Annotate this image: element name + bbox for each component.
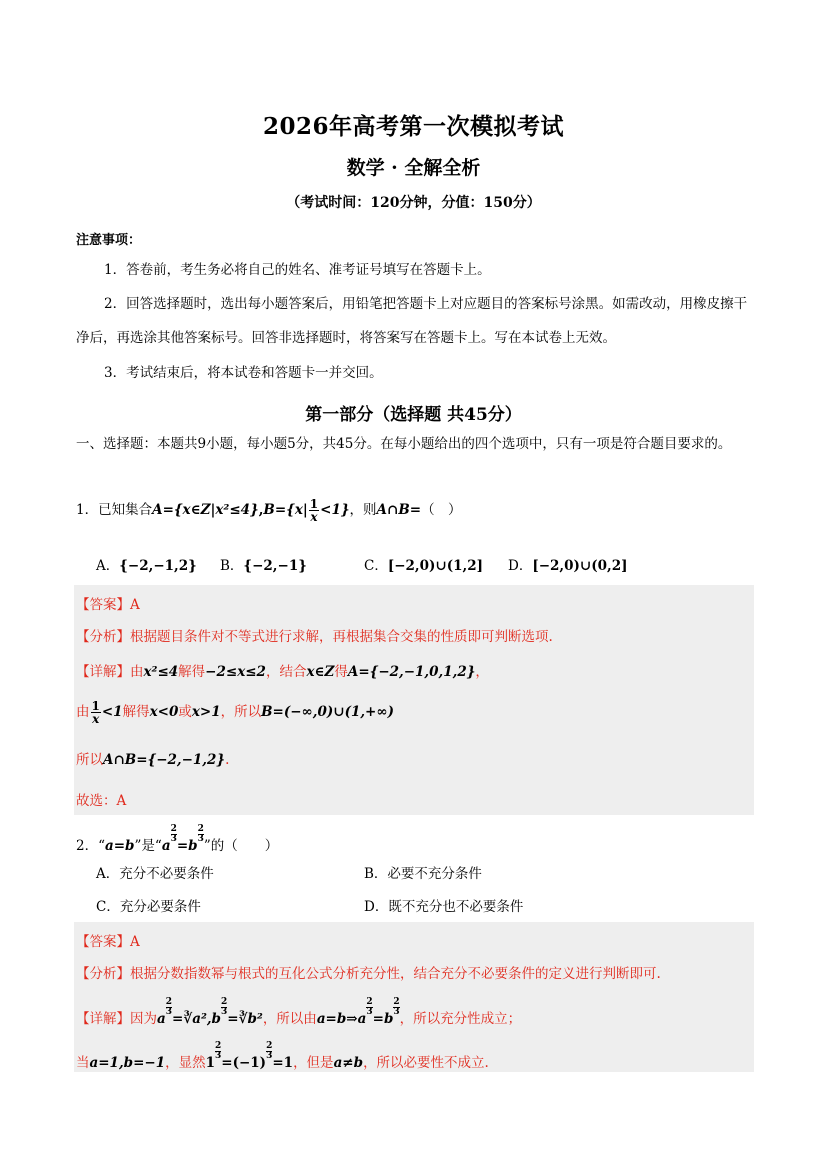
q1-d2-fraction [91, 700, 101, 725]
q1-answer-tag: 【答案】 [76, 597, 130, 613]
q2-d1-exp-2-num: 2 [221, 997, 228, 1007]
q2-stem-prefix: 2．“ [76, 838, 105, 854]
notice-title: 注意事项： [76, 233, 142, 248]
q1-option-d [508, 554, 627, 574]
q1-d2g: ，所以 [220, 704, 262, 720]
q2-d1-exp-1-den: 3 [165, 1007, 173, 1017]
q1-set-b-suffix: <1} [320, 502, 350, 518]
part-title: 第一部分（选择题 共45分） [305, 405, 522, 425]
q2-d1e: a=b⇒a [316, 1011, 367, 1027]
q1-set-b-prefix: B={x| [263, 502, 308, 518]
q2-cond1: a=b [105, 838, 135, 854]
q2-d2e: =(−1) [221, 1055, 267, 1071]
q2-option-c-value: 充分必要条件 [119, 899, 201, 915]
q2-d1-exp-4-num: 2 [393, 997, 400, 1007]
q1-option-a-value: {−2,−1,2} [119, 558, 197, 574]
q1-option-b [220, 554, 307, 574]
q2-option-c [96, 895, 201, 915]
q1-answer [76, 593, 140, 613]
q1-option-d-value: [−2,0)∪(0,2] [532, 558, 628, 574]
q1-detail-tag: 【详解】 [76, 664, 130, 680]
q1-d1a: 由 [130, 664, 144, 680]
q2-answer-value: A [130, 934, 140, 950]
q1-d2-den: x [92, 712, 100, 726]
q2-option-d-value: 既不充分也不必要条件 [388, 899, 524, 915]
q1-d2a: 由 [76, 704, 90, 720]
q2-d2-exp-2-num: 2 [266, 1041, 273, 1051]
q2-d1-exp-2-den: 3 [221, 1007, 228, 1017]
q2-d1-exp-4-den: 3 [393, 1007, 400, 1017]
notice-item-3: 3．考试结束后，将本试卷和答题卡一并交回。 [104, 365, 383, 381]
section-intro-text: 一、选择题：本题共9小题，每小题5分，共45分。在每小题给出的四个选项中，只有一项是符合题目要求的。 [76, 436, 732, 452]
q2-exp-2-den: 3 [197, 834, 204, 844]
q1-d2d: x<0 [149, 704, 179, 720]
q2-analysis-text: 根据分数指数幂与根式的互化公式分析充分性，结合充分不必要条件的定义进行判断即可. [130, 966, 661, 982]
q1-d2f: x>1 [191, 704, 221, 720]
q2-stem-suffix: ”的（ ） [203, 838, 279, 854]
q2-detail-tag: 【详解】 [76, 1011, 130, 1027]
exam-info: （考试时间：120分钟，分值：150分） [286, 195, 541, 211]
q2-d2a: 当 [76, 1055, 90, 1071]
q1-set-a: A={x∈Z|x²≤4} [152, 502, 259, 518]
q1-option-c [364, 554, 483, 574]
q2-d1a: 因为 [130, 1011, 157, 1027]
q2-d1-exp-3-num: 2 [366, 997, 373, 1007]
q1-d1h: A={−2,−1,0,1,2} [347, 664, 476, 680]
q2-d1b: =∛a²,b [172, 1011, 221, 1027]
q2-d2b: a=1,b=−1 [89, 1055, 166, 1071]
q1-option-d-label: D． [508, 558, 533, 574]
q1-d1b: x²≤4 [143, 664, 179, 680]
q1-frac-den: x [310, 510, 318, 524]
q1-paren: （ ） [421, 502, 462, 518]
q1-frac-num: 1 [309, 497, 319, 511]
q2-option-b-label: B． [364, 866, 388, 882]
q1-option-c-label: C． [364, 558, 388, 574]
q2-d2-exp-2-den: 3 [266, 1051, 273, 1061]
q1-option-c-value: [−2,0)∪(1,2] [387, 558, 483, 574]
q2-mid: ”是“ [134, 838, 162, 854]
q1-detail-line-2 [76, 700, 394, 725]
q2-option-b [364, 862, 482, 882]
q2-cond2-eq: =b [176, 838, 198, 854]
q2-d1d: ，所以由 [262, 1011, 317, 1027]
q2-analysis-tag: 【分析】 [76, 966, 130, 982]
q1-detail-line-3 [76, 748, 229, 768]
q2-d2g: ，但是 [293, 1055, 334, 1071]
q1-option-b-value: {−2,−1} [243, 558, 307, 574]
q2-option-a-label: A． [96, 866, 120, 882]
document-title: 2026年高考第一次模拟考试 [262, 113, 564, 140]
q2-d2-exp-1-den: 3 [215, 1051, 222, 1061]
q1-answer-value: A [130, 597, 140, 613]
q2-exp-1-den: 3 [170, 834, 177, 844]
notice-item-1: 1．答卷前，考生务必将自己的姓名、准考证号填写在答题卡上。 [104, 262, 491, 278]
q2-d2i: ，所以必要性不成立. [363, 1055, 489, 1071]
q1-d3a: 所以 [76, 752, 103, 768]
q1-d2c: 解得 [122, 704, 150, 720]
q2-d2h: a≠b [333, 1055, 364, 1071]
q2-d1f: =b [372, 1011, 394, 1027]
q2-option-b-value: 必要不充分条件 [387, 866, 482, 882]
q2-d2f: =1 [272, 1055, 294, 1071]
q2-option-a [96, 862, 214, 882]
section-intro [76, 433, 756, 455]
q2-exp-1-num: 2 [170, 824, 177, 834]
q1-d2e: 或 [178, 704, 192, 720]
q1-d2h: B=(−∞,0)∪(1,+∞) [261, 704, 394, 720]
q1-d1c: 解得 [178, 664, 206, 680]
q1-choice: 故选：A [76, 793, 127, 809]
q2-option-d [364, 895, 523, 915]
q1-d1d: −2≤x≤2 [205, 664, 266, 680]
q1-option-b-label: B． [220, 558, 244, 574]
document-subtitle: 数学 · 全解全析 [346, 157, 481, 179]
q1-analysis-text: 根据题目条件对不等式进行求解，再根据集合交集的性质即可判断选项. [130, 629, 553, 645]
q2-d2d: 1 [205, 1055, 216, 1071]
q1-option-a-label: A． [96, 558, 120, 574]
q1-intersection: A∩B= [376, 502, 422, 518]
q2-option-c-label: C． [96, 899, 120, 915]
q2-answer-tag: 【答案】 [76, 934, 130, 950]
q2-d1g: ，所以充分性成立； [399, 1011, 522, 1027]
q2-d1-a: a [157, 1011, 166, 1027]
q2-d1c: =∛b² [227, 1011, 263, 1027]
q2-detail-line-2 [76, 1042, 489, 1071]
q2-detail-line-1 [76, 998, 521, 1027]
q1-d3b: A∩B={−2,−1,2} [103, 752, 226, 768]
q1-stem-suffix: ，则 [349, 502, 377, 518]
q1-d1e: ，结合 [265, 664, 307, 680]
q2-d1-exp-1-num: 2 [165, 997, 173, 1007]
q2-exp-2-num: 2 [197, 824, 204, 834]
q1-d1i: ， [475, 664, 489, 680]
q1-d1f: x∈Z [306, 664, 335, 680]
q1-stem-prefix: 1．已知集合 [76, 502, 153, 518]
q1-option-a [96, 554, 197, 574]
q2-analysis [76, 962, 661, 982]
notice-item-2: 2．回答选择题时，选出每小题答案后，用铅笔把答题卡上对应题目的答案标号涂黑。如需改动，用橡皮擦干净后，再选涂其他答案标号。回答非选择题时，将答案写在答题卡上。写在本试卷上无效。 [76, 296, 748, 346]
question-1-stem: 1．已知集合A={x∈Z|x²≤4},B={x| $\frac{1}{x}$ <1}，则A∩B=（ ） [76, 497, 462, 524]
q2-d2c: ，显然 [165, 1055, 206, 1071]
q1-analysis [76, 625, 553, 645]
q1-detail-line-1 [76, 660, 489, 680]
q2-d1-exp-3-den: 3 [366, 1007, 373, 1017]
q1-d2-num: 1 [91, 699, 100, 713]
q1-d1g: 得 [334, 664, 348, 680]
q2-d2-exp-1-num: 2 [215, 1041, 222, 1051]
q2-option-d-label: D． [364, 899, 389, 915]
q2-cond2-a: a [161, 838, 171, 854]
q2-answer [76, 930, 140, 950]
q2-option-a-value: 充分不必要条件 [119, 866, 214, 882]
q1-analysis-tag: 【分析】 [76, 629, 130, 645]
q1-d3c: . [225, 752, 230, 768]
q1-set-b-fraction [309, 498, 319, 523]
q1-d2b: <1 [101, 704, 123, 720]
question-2-stem [76, 825, 278, 854]
